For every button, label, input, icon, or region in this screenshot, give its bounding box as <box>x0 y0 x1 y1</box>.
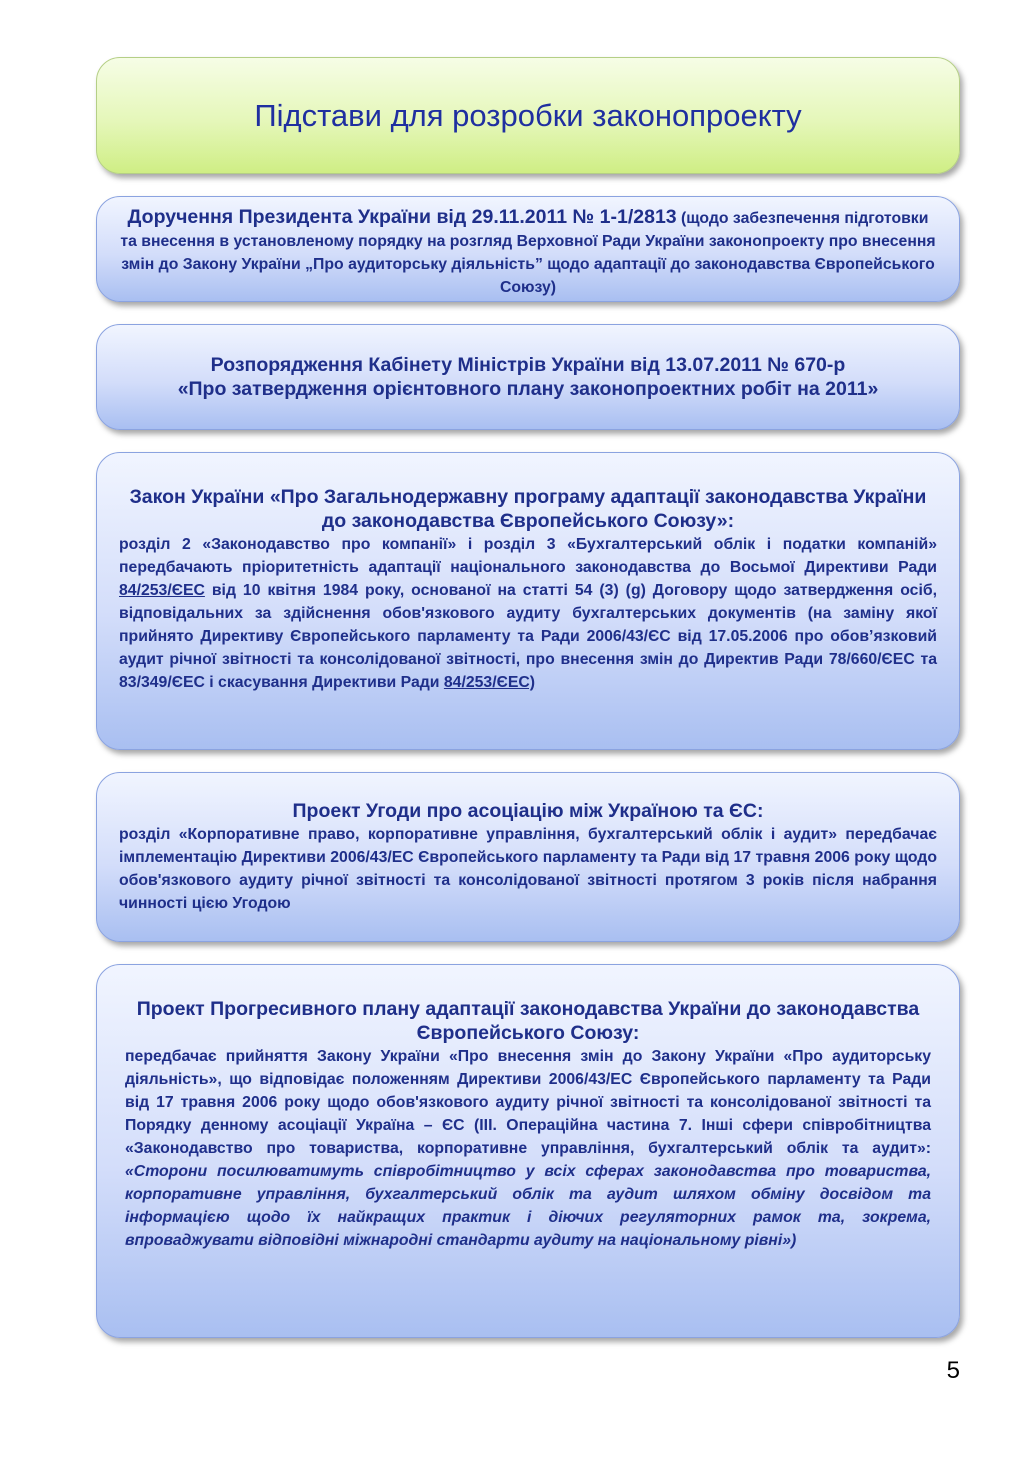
box-cabinet-order <box>96 324 960 430</box>
box3-heading: Закон України «Про Загальнодержавну програму адаптації законодавства України до законодавства Європейського Союзу»: <box>129 486 927 532</box>
box1-heading: Доручення Президента України від 29.11.2011 № 1-1/2813 <box>127 206 677 228</box>
box2-line1: Розпорядження Кабінету Міністрів України від 13.07.2011 № 670-р <box>210 354 846 376</box>
box-adaptation-law <box>96 452 960 750</box>
directive-link-2[interactable]: 84/253/ЄЕС) <box>443 674 536 691</box>
page-title: Підстави для розробки законопроекту <box>254 97 802 133</box>
box3-text-a: розділ 2 «Законодавство про компанії» і розділ 3 «Бухгалтерський облік і податки компаній» передбачають пріоритетність адаптації національного законодавства до Восьмої Директиви Ради <box>119 536 937 576</box>
box3-text-b: від 10 квітня 1984 року, основаної на статті 54 (3) (g) Договору щодо затвердження осіб, відповідальних за здійснення обов'язкового аудиту бухгалтерських документів (на заміну якої прийнято Директиву Європейського парламенту та Ради 2006/43/ЄС від 17.05.2006 про обов’язковий аудит річної звітності та консолідованої звітності, про внесення змін до Директив Ради 78/660/ЄЕС та 83/349/ЄЕС і скасування Директиви Ради <box>119 582 937 691</box>
title-banner <box>96 57 960 174</box>
box5-text-body: передбачає прийняття Закону України «Про внесення змін до Закону України «Про аудиторську діяльність», що відповідає положенням Директиви 2006/43/ЕС Європейського парламенту та Ради від 17 травня 2006 року щодо обов'язкового аудиту річної звітності та консолідованої звітності та Порядку денному асоціації Україна – ЄС (ІІІ. Операційна частина 7. Інші сфери співробітництва «Законодавство про товариства, корпоративне управління, бухгалтерський облік та аудит»: <box>125 1048 931 1157</box>
box-president-order <box>96 196 960 302</box>
box-association-agreement <box>96 772 960 942</box>
box5-heading: Проект Прогресивного плану адаптації законодавства України до законодавства Європейського Союзу: <box>136 998 920 1044</box>
box5-text <box>125 1045 931 1252</box>
page-number: 5 <box>946 1357 960 1384</box>
box4-heading: Проект Угоди про асоціацію між Україною та ЄС: <box>292 800 764 822</box>
box5-quote: «Сторони посилюватимуть співробітництво у всіх сферах законодавства про товариства, корпоративне управління, бухгалтерський облік та аудит шляхом обміну досвідом та інформацією щодо їх найкращих практик і діючих регуляторних рамок та, зокрема, впроваджувати відповідні міжнародні стандарти аудиту на національному рівні») <box>125 1163 931 1249</box>
box2-line2: «Про затвердження орієнтовного плану законопроектних робіт на 2011» <box>177 378 879 400</box>
box3-text <box>119 533 937 694</box>
box-progressive-plan <box>96 964 960 1338</box>
box4-text: розділ «Корпоративне право, корпоративне управління, бухгалтерський облік і аудит» передбачає імплементацію Директиви 2006/43/ЕС Європейського парламенту та Ради від 17 травня 2006 року щодо обов'язкового аудиту річної звітності та консолідованої звітності протягом 3 років після набрання чинності цією Угодою <box>119 826 937 912</box>
directive-link-1[interactable]: 84/253/ЄЕС <box>119 582 205 599</box>
box1-text: (щодо забезпечення підготовки та внесення в установленому порядку на розгляд Верховної Ради України законопроекту про внесення змін до Закону України „Про аудиторську діяльність” щодо адаптації до законодавства Європейського Союзу) <box>120 210 936 296</box>
